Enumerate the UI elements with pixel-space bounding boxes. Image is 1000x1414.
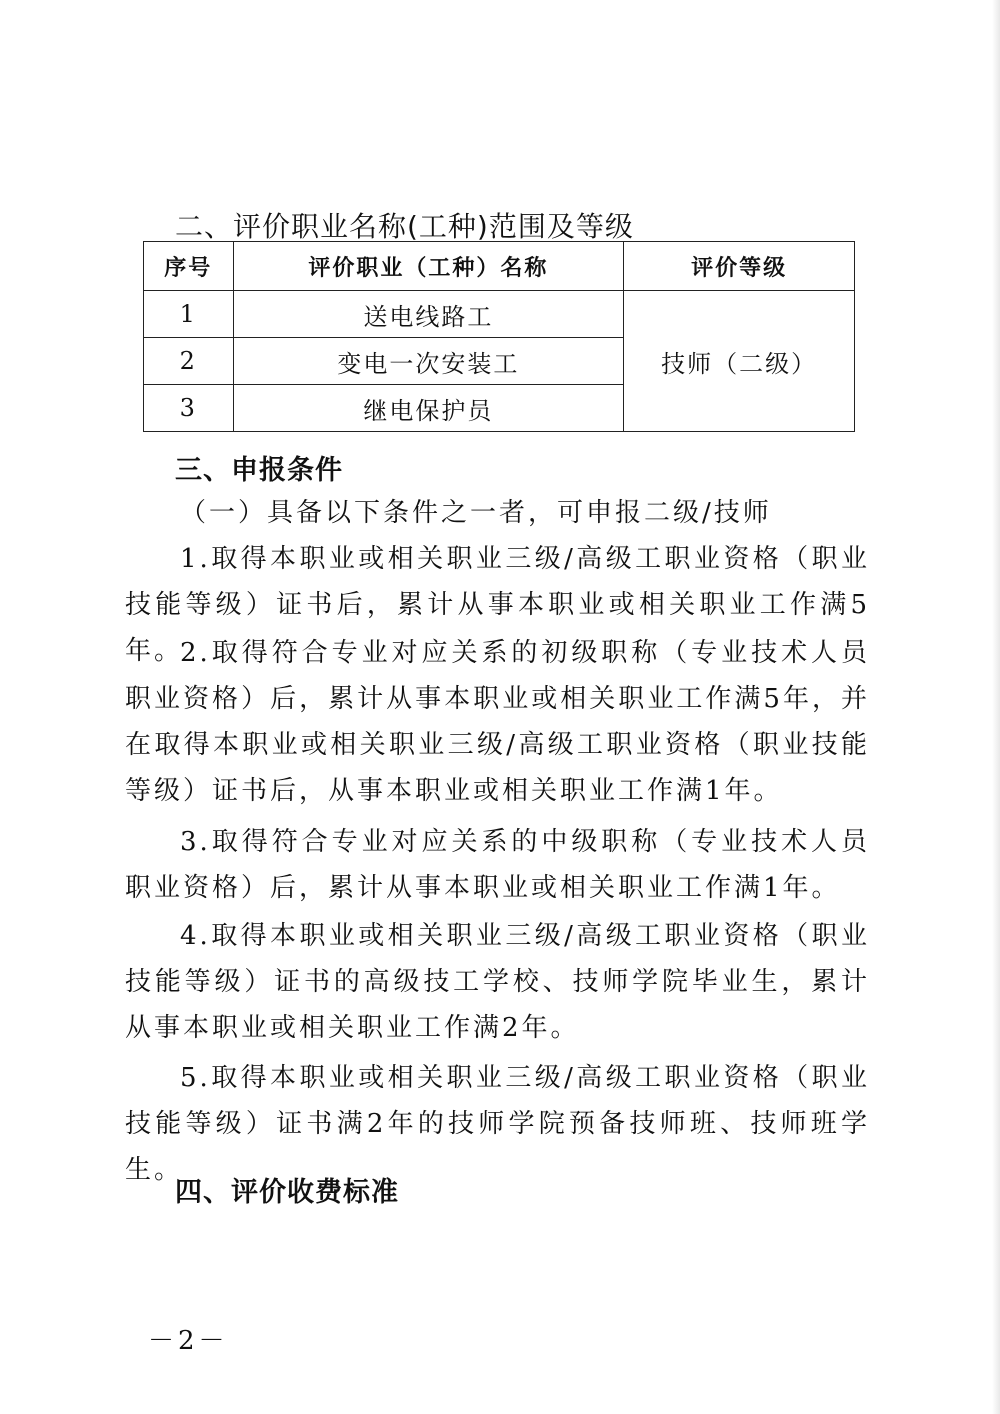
header-evaluation-level: 评价等级 [624, 242, 855, 291]
header-serial-number: 序号 [144, 242, 234, 291]
condition-item-1: 1.取得本职业或相关职业三级/高级工职业资格（职业技能等级）证书后，累计从事本职业或相关职业工作满5年。 [125, 544, 870, 666]
condition-item-4: 4.取得本职业或相关职业三级/高级工职业资格（职业技能等级）证书的高级技工学校、技师学院毕业生，累计从事本职业或相关职业工作满2年。 [125, 921, 870, 1043]
row-number: 2 [144, 338, 234, 385]
row-occupation-name: 继电保护员 [233, 385, 624, 432]
condition-item-2: 2.取得符合专业对应关系的初级职称（专业技术人员职业资格）后，累计从事本职业或相关职业工作满5年，并在取得本职业或相关职业三级/高级工职业资格（职业技能等级）证书后，从事本职业或相关职业工作满1年。 [125, 638, 870, 806]
table-header-row [144, 242, 855, 291]
occupation-table [143, 241, 855, 432]
condition-item-3: 3.取得符合专业对应关系的中级职称（专业技术人员职业资格）后，累计从事本职业或相关职业工作满1年。 [125, 827, 870, 903]
row-evaluation-level: 技师（二级） [624, 291, 855, 432]
row-occupation-name: 送电线路工 [233, 291, 624, 338]
scan-edge-shadow [992, 0, 1000, 1414]
row-number: 1 [144, 291, 234, 338]
header-occupation-name: 评价职业（工种）名称 [233, 242, 624, 291]
section-2-heading: 二、评价职业名称(工种)范围及等级 [175, 210, 634, 243]
condition-item-5: 5.取得本职业或相关职业三级/高级工职业资格（职业技能等级）证书满2年的技师学院预备技师班、技师班学生。 [125, 1063, 870, 1185]
row-number: 3 [144, 385, 234, 432]
row-occupation-name: 变电一次安装工 [233, 338, 624, 385]
page-number: －2－ [148, 1326, 229, 1356]
section-4-heading: 四、评价收费标准 [175, 1177, 399, 1208]
section-3-heading: 三、申报条件 [175, 455, 343, 486]
table-row [144, 291, 855, 338]
condition-intro: （一）具备以下条件之一者，可申报二级/技师 [180, 498, 772, 528]
